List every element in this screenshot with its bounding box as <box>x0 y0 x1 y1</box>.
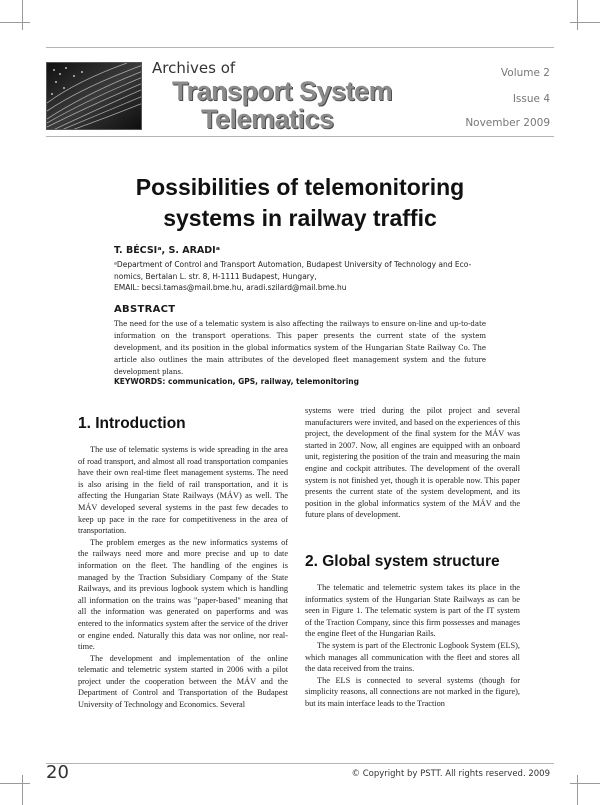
article-title-line2: systems in railway traffic <box>163 205 437 231</box>
affiliation-line: nomics, Bertalan L. str. 8, H-1111 Budapest, Hungary, <box>114 271 317 281</box>
journal-archives-of: Archives of <box>152 59 236 77</box>
paragraph: The ELS is connected to several systems (though for simplicity reasons, all connections are not marked in the figure), but its main interface leads to the Traction <box>305 675 520 708</box>
crop-mark <box>0 783 30 784</box>
abstract-heading: ABSTRACT <box>114 304 176 315</box>
paragraph: The problem emerges as the new informatics systems of the railways need more and more precise and up to date information on the fleet. The handling of the engines is managed by the Traction Subsidiary Company of the State Railways, and its previous logbook system which is handling all information on the trains was "paper-based" meaning that all the information was generated on paperforms and was entered to the informatics system after the service of the driver or engine ended. Naturally this data was nor online, nor real-time. <box>78 537 288 652</box>
journal-issue: Issue 4 <box>512 93 550 105</box>
page-number: 20 <box>46 762 69 783</box>
paragraph: systems were tried during the pilot project and several manufacturers were invited, and based on the experiences of this project, the development of the final system for the MÁV was started in 2007. Now, all engines are equipped with an onboard unit, registering the position of the train and measuring the main engine and cockpit attributes. The development of the overall system is not finished yet, though it is operable now. This paper presents the current state of the system development, and its position in the global informatics system of the MÁV and the future plans of development. <box>305 406 520 520</box>
affiliation-line: ᵃDepartment of Control and Transport Automation, Budapest University of Technology and Eco- <box>114 260 472 269</box>
paragraph: The use of telematic systems is wide spreading in the area of road transport, and almost all road transportation companies have their own real-time fleet management systems. The need is also arising in the field of rail transportation, and it is affecting the Hungarian State Railways (MÁV) as well. The MÁV developed several systems in the past few decades to keep up pace in the race for competitiveness in the area of transportation. <box>78 445 288 536</box>
journal-title-line2: Telematics <box>201 104 334 134</box>
footer-rule <box>46 763 554 764</box>
right-column-top <box>305 405 520 521</box>
right-column-bottom <box>305 582 520 710</box>
left-column <box>78 444 288 711</box>
crop-mark <box>577 0 578 30</box>
crop-mark <box>577 775 578 805</box>
paragraph: The system is part of the Electronic Logbook System (ELS), which manages all communication with the fleet and stores all the data received from the trains. <box>305 640 520 674</box>
copyright-notice: © Copyright by PSTT. All rights reserved. 2009 <box>351 769 550 779</box>
crop-mark <box>22 0 23 30</box>
paragraph: The telematic and telemetric system takes its place in the informatics system of the Hungarian State Railways as can be seen in Figure 1. The telematic system is part of the IT system of the Traction Company, since this firm possesses and manages the engine fleet of the Hungarian Rails. <box>305 583 520 639</box>
journal-logo-image <box>46 62 142 130</box>
article-title-line1: Possibilities of telemonitoring <box>135 174 465 200</box>
keywords: KEYWORDS: communication, GPS, railway, telemonitoring <box>114 377 359 386</box>
crop-mark <box>0 22 30 23</box>
header-rule-top <box>46 47 554 48</box>
affiliation-email: EMAIL: becsi.tamas@mail.bme.hu, aradi.szilard@mail.bme.hu <box>114 283 347 292</box>
section-heading-introduction: 1. Introduction <box>78 415 186 432</box>
article-affiliation <box>114 259 484 294</box>
journal-volume: Volume 2 <box>500 67 550 79</box>
abstract-text: The need for the use of a telematic system is also affecting the railways to ensure on-line and up-to-date information on the transport operations. This paper presents the current state of the system development, and its position in the global informatics system of the Hungarian State Railway Co. The article also outlines the main attributes of the developed fleet management system and the future development plans. <box>114 320 486 376</box>
section-heading-global-system: 2. Global system structure <box>305 553 500 570</box>
journal-date: November 2009 <box>465 117 550 129</box>
header-rule-bottom <box>46 136 554 137</box>
journal-title-line1: Transport System <box>172 76 393 106</box>
paragraph: The development and implementation of the online telematic and telemetric system started in 2006 with a pilot project under the cooperation between the MÁV and the Department of Control and Transportation of the Budapest University of Technology and Economics. Several <box>78 653 288 710</box>
article-authors: T. BÉCSIᵃ, S. ARADIᵃ <box>114 245 221 256</box>
crop-mark <box>570 783 600 784</box>
crop-mark <box>570 22 600 23</box>
crop-mark <box>22 775 23 805</box>
